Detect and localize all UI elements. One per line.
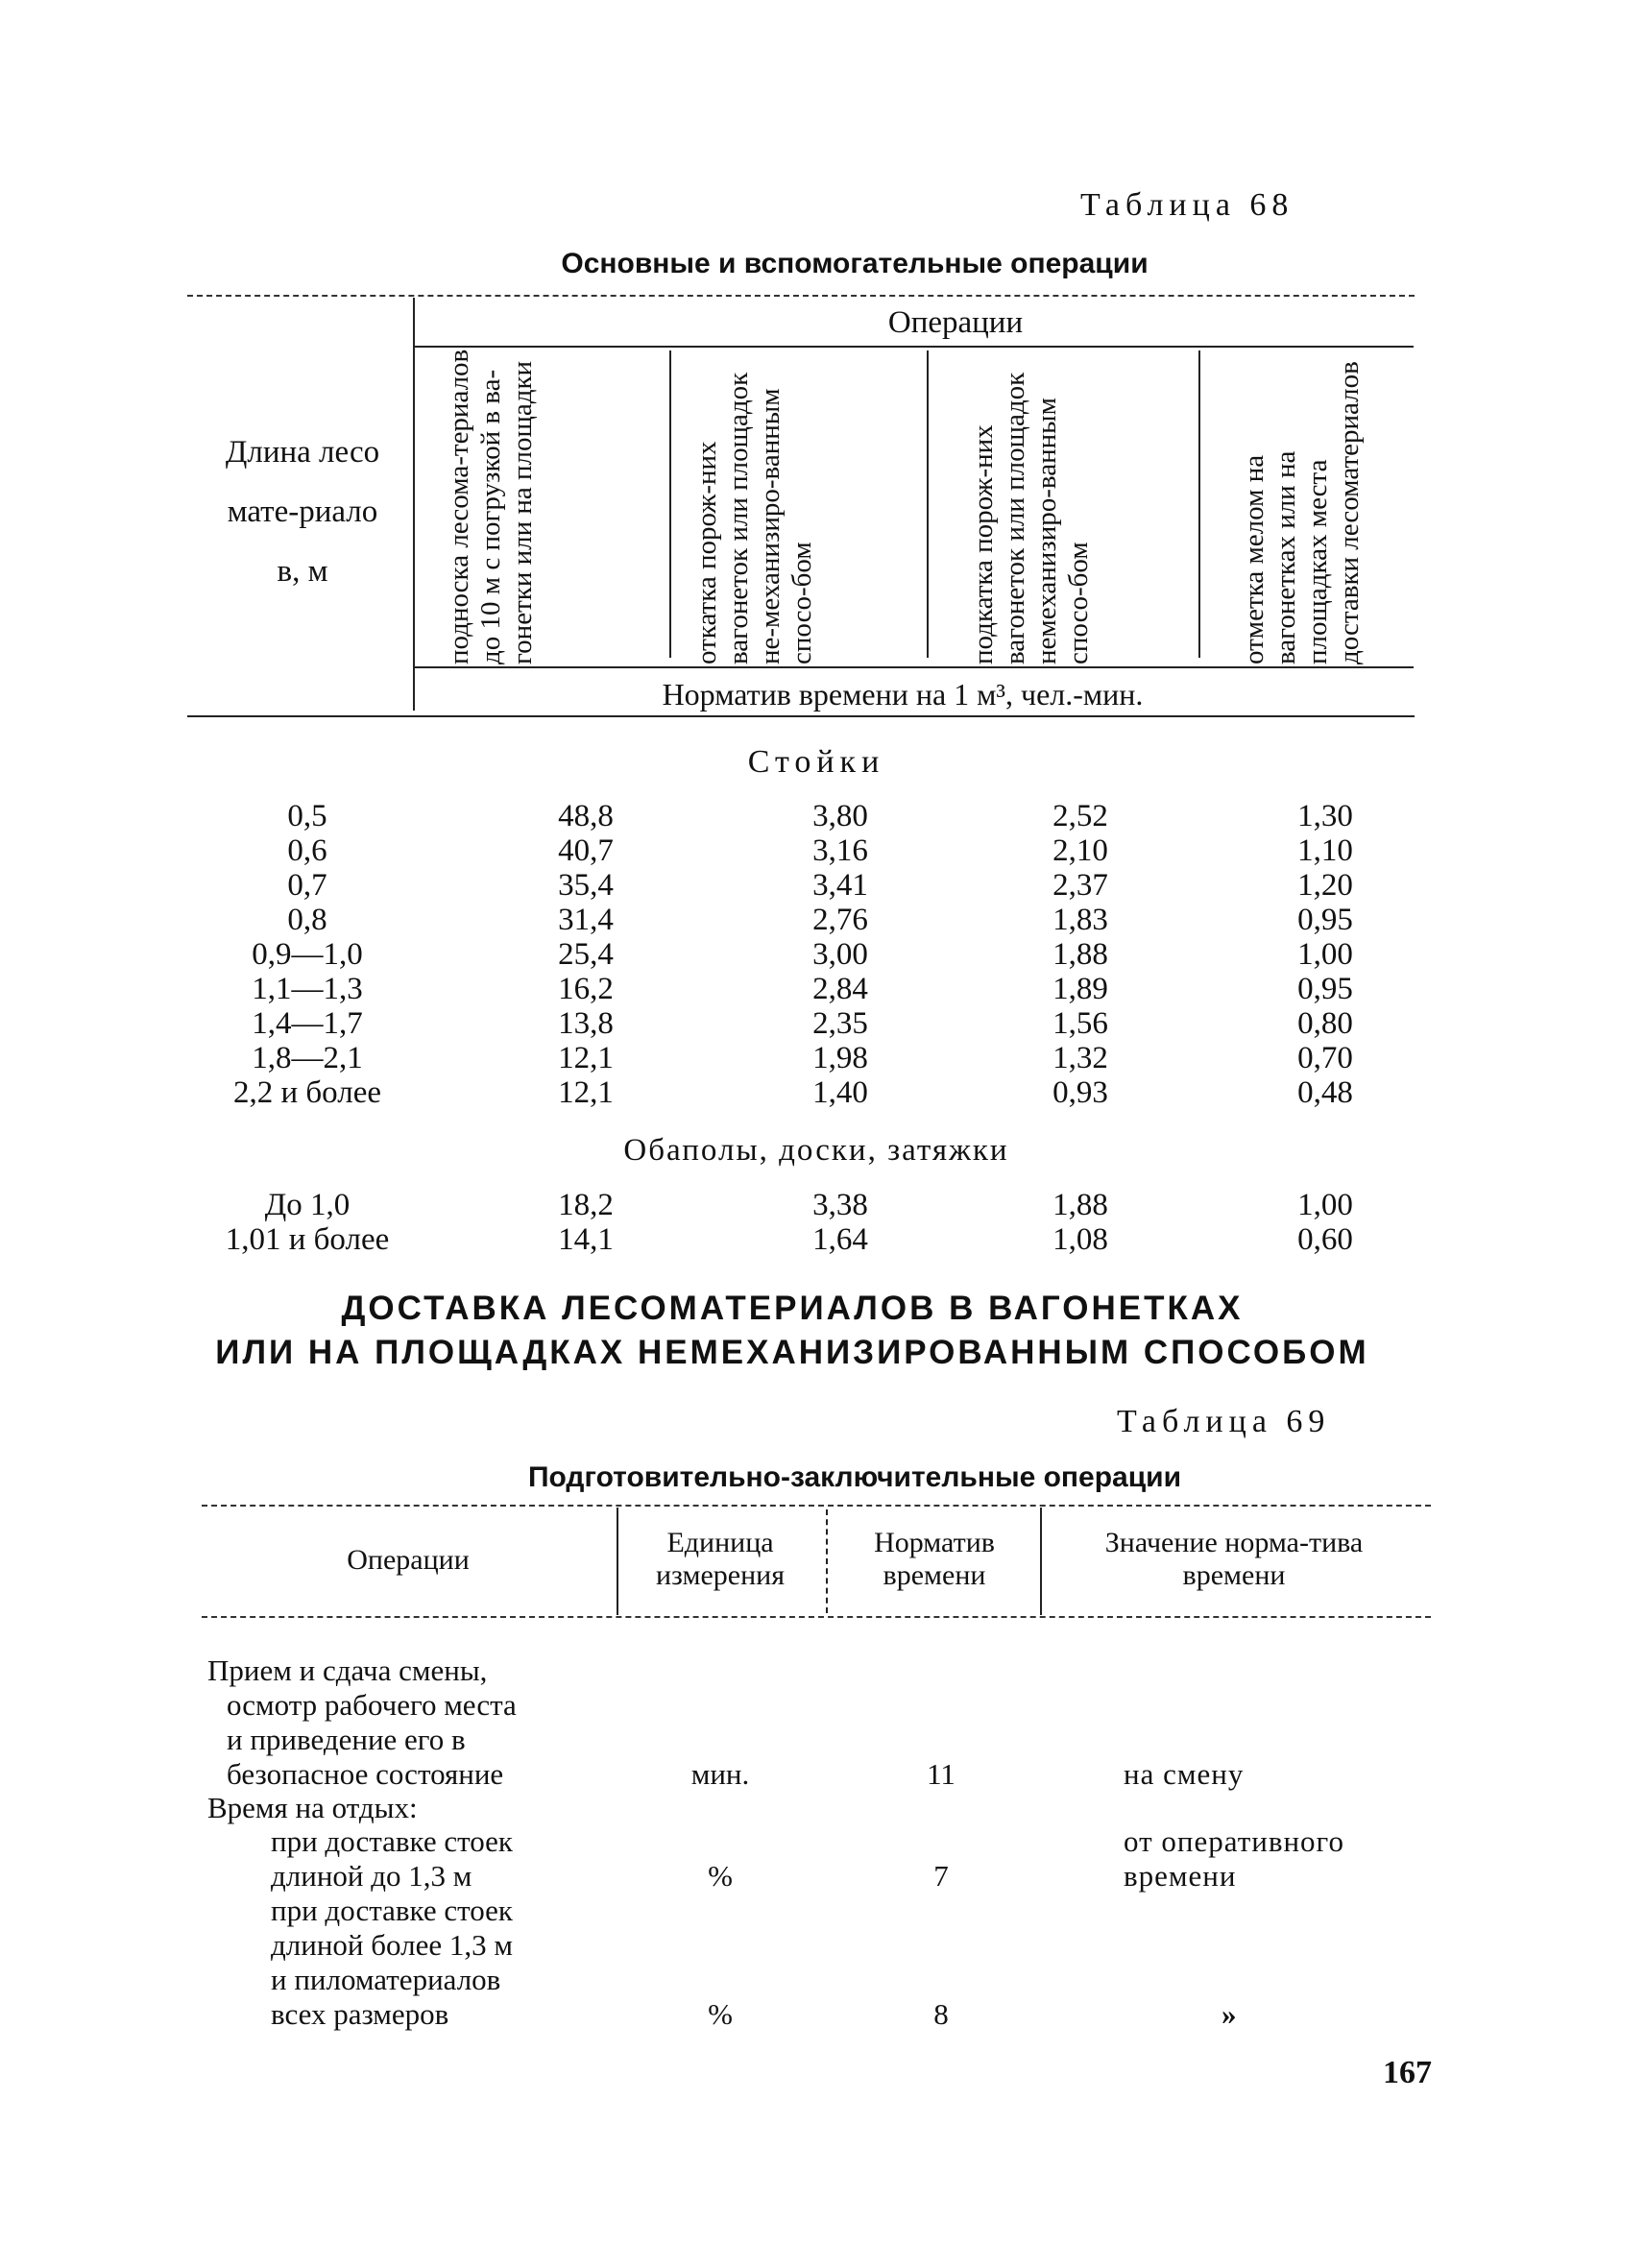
section-heading <box>192 1287 1392 1375</box>
table-cell: 35,4 <box>558 868 614 903</box>
table-cell: 3,41 <box>812 868 868 903</box>
table-cell: 1,08 <box>1052 1222 1108 1257</box>
table-68-header-bottom-rule <box>187 715 1415 717</box>
operation-line: длиной до 1,3 м <box>271 1859 472 1893</box>
page-number: 167 <box>1383 2055 1432 2090</box>
table-cell: 18,2 <box>558 1188 614 1222</box>
table-cell: 0,80 <box>1297 1006 1353 1041</box>
table-cell: 0,70 <box>1297 1041 1353 1075</box>
section-heading-line-2: ИЛИ НА ПЛОЩАДКАХ НЕМЕХАНИЗИРОВАННЫМ СПОСОБОМ <box>215 1334 1369 1371</box>
table-cell: 1,32 <box>1052 1041 1108 1075</box>
table-cell: 0,60 <box>1297 1222 1353 1257</box>
table-69-row-3-norm: 7 <box>933 1859 949 1893</box>
table-69-divider-1 <box>617 1508 618 1615</box>
table-cell: 1,64 <box>812 1222 868 1257</box>
table-cell: 0,95 <box>1297 972 1353 1006</box>
table-cell: 25,4 <box>558 937 614 972</box>
table-69-divider-3 <box>1040 1508 1042 1615</box>
table-cell: 2,10 <box>1052 833 1108 868</box>
table-cell: 3,38 <box>812 1188 868 1222</box>
section-title-stoiki: Стойки <box>747 744 885 780</box>
table-row-length: 1,4—1,7 <box>252 1006 363 1041</box>
v1-column <box>509 1188 663 1257</box>
length-column <box>187 1188 427 1257</box>
table-69-row-3-unit: % <box>708 1859 733 1893</box>
table-68-label: Таблица 68 <box>1080 187 1294 223</box>
v3-column <box>1004 799 1157 1110</box>
table-69-row-4-norm: 8 <box>933 1997 949 2031</box>
op-column-2: откатка порож-них вагонеток или площадок не-механизиро-ванным спосо-бом <box>691 372 817 664</box>
v1-column <box>509 799 663 1110</box>
v3-column <box>1004 1188 1157 1257</box>
op-column-4: отметка мелом на вагонетках или на площадках места доставки лесоматериалов <box>1239 361 1365 664</box>
table-row-length: 1,01 и более <box>225 1222 390 1257</box>
table-cell: 0,93 <box>1052 1075 1108 1110</box>
table-cell: 31,4 <box>558 903 614 937</box>
table-cell: 1,88 <box>1052 937 1108 972</box>
table-cell: 1,56 <box>1052 1006 1108 1041</box>
table-cell: 2,35 <box>812 1006 868 1041</box>
table-cell: 14,1 <box>558 1222 614 1257</box>
table-cell: 1,88 <box>1052 1188 1108 1222</box>
table-row-length: 0,8 <box>287 903 327 937</box>
table-cell: 1,89 <box>1052 972 1108 1006</box>
table-cell: 1,00 <box>1297 1188 1353 1222</box>
row-header-text: Длина лесомате-риалов, м <box>225 435 380 589</box>
table-cell: 3,00 <box>812 937 868 972</box>
table-68-caption: Основные и вспомогательные операции <box>561 248 1149 279</box>
table-69-row-1-unit: мин. <box>690 1757 750 1791</box>
table-69-row-1-value: на смену <box>1124 1757 1245 1791</box>
table-row-length: До 1,0 <box>264 1188 351 1222</box>
table-cell: 3,16 <box>812 833 868 868</box>
table-cell: 13,8 <box>558 1006 614 1041</box>
table-cell: 40,7 <box>558 833 614 868</box>
table-cell: 2,52 <box>1052 799 1108 833</box>
table-69-row-4-unit: % <box>708 1997 733 2031</box>
table-69-row-2-operation: Время на отдых: <box>207 1791 418 1824</box>
table-cell: 12,1 <box>558 1075 614 1110</box>
length-column <box>187 799 427 1110</box>
table-cell: 0,95 <box>1297 903 1353 937</box>
table-69-top-rule <box>202 1505 1431 1507</box>
operation-line: всех размеров <box>271 1997 449 2031</box>
row-header <box>192 422 413 601</box>
table-69-row-3-operation <box>271 1824 626 1894</box>
table-cell: 1,00 <box>1297 937 1353 972</box>
operation-line: осмотр рабочего места <box>227 1688 517 1722</box>
table-cell: 2,37 <box>1052 868 1108 903</box>
table-cell: 1,83 <box>1052 903 1108 937</box>
operation-line: при доставке стоек <box>271 1824 513 1858</box>
table-cell: 3,80 <box>812 799 868 833</box>
table-cell: 1,40 <box>812 1075 868 1110</box>
op-column-divider-1 <box>669 350 671 658</box>
operation-line: при доставке стоек <box>271 1894 513 1927</box>
section-title-obapoly: Обаполы, доски, затяжки <box>623 1133 1009 1168</box>
table-69-header-unit: Единица измерения <box>655 1527 785 1591</box>
table-cell: 48,8 <box>558 799 614 833</box>
table-69-divider-2 <box>826 1509 828 1613</box>
table-cell: 1,10 <box>1297 833 1353 868</box>
table-69-label: Таблица 69 <box>1117 1404 1331 1439</box>
table-69-header-operations: Операции <box>347 1544 470 1576</box>
operation-line: длиной более 1,3 м <box>271 1928 513 1962</box>
v2-column <box>763 799 917 1110</box>
operations-header: Операции <box>887 305 1024 340</box>
table-cell: 0,48 <box>1297 1075 1353 1110</box>
table-68-stub-divider <box>413 298 415 711</box>
table-69-caption: Подготовительно-заключительные операции <box>527 1461 1182 1493</box>
table-cell: 2,76 <box>812 903 868 937</box>
table-cell: 16,2 <box>558 972 614 1006</box>
table-cell: 1,98 <box>812 1041 868 1075</box>
table-row-length: 0,7 <box>287 868 327 903</box>
v4-column <box>1248 799 1402 1110</box>
operation-line: Прием и сдача смены, <box>207 1653 488 1687</box>
section-heading-line-1: ДОСТАВКА ЛЕСОМАТЕРИАЛОВ В ВАГОНЕТКАХ <box>341 1290 1244 1327</box>
operation-line: и пиломатериалов <box>271 1963 501 1996</box>
table-cell: 12,1 <box>558 1041 614 1075</box>
table-row-length: 0,5 <box>287 799 327 833</box>
table-row-length: 1,1—1,3 <box>252 972 363 1006</box>
table-cell: 1,20 <box>1297 868 1353 903</box>
table-69-header-bottom-rule <box>202 1616 1431 1618</box>
operation-line: и приведение его в <box>227 1723 466 1756</box>
v2-column <box>763 1188 917 1257</box>
op-column-divider-3 <box>1198 350 1200 658</box>
table-cell: 1,30 <box>1297 799 1353 833</box>
table-row-length: 1,8—2,1 <box>252 1041 363 1075</box>
norm-header: Норматив времени на 1 м³, чел.-мин. <box>662 677 1144 712</box>
table-69-row-4-operation <box>271 1894 626 2032</box>
op-column-1: подноска лесома-териалов до 10 м с погрузкой в ва-гонетки или на площадки <box>444 349 538 664</box>
operation-line: безопасное состояние <box>227 1757 504 1791</box>
table-69-row-1-norm: 11 <box>927 1757 956 1791</box>
table-cell: 2,84 <box>812 972 868 1006</box>
table-69-header-norm: Норматив времени <box>874 1527 995 1591</box>
table-69-row-1-operation <box>207 1653 620 1792</box>
table-row-length: 0,6 <box>287 833 327 868</box>
table-69-row-4-value: » <box>1222 1997 1237 2031</box>
op-column-3: подкатка порож-них вагонеток или площадок немеханизиро-ванным спосо-бом <box>968 372 1094 664</box>
table-row-length: 2,2 и более <box>232 1075 382 1110</box>
table-69-header-value: Значение норма-тива времени <box>1104 1527 1364 1591</box>
norm-header-rule <box>415 666 1414 668</box>
v4-column <box>1248 1188 1402 1257</box>
op-column-divider-2 <box>927 350 929 658</box>
table-68-top-rule <box>187 295 1415 297</box>
table-69-row-3-value: от оперативного времени <box>1124 1824 1345 1893</box>
table-row-length: 0,9—1,0 <box>252 937 363 972</box>
